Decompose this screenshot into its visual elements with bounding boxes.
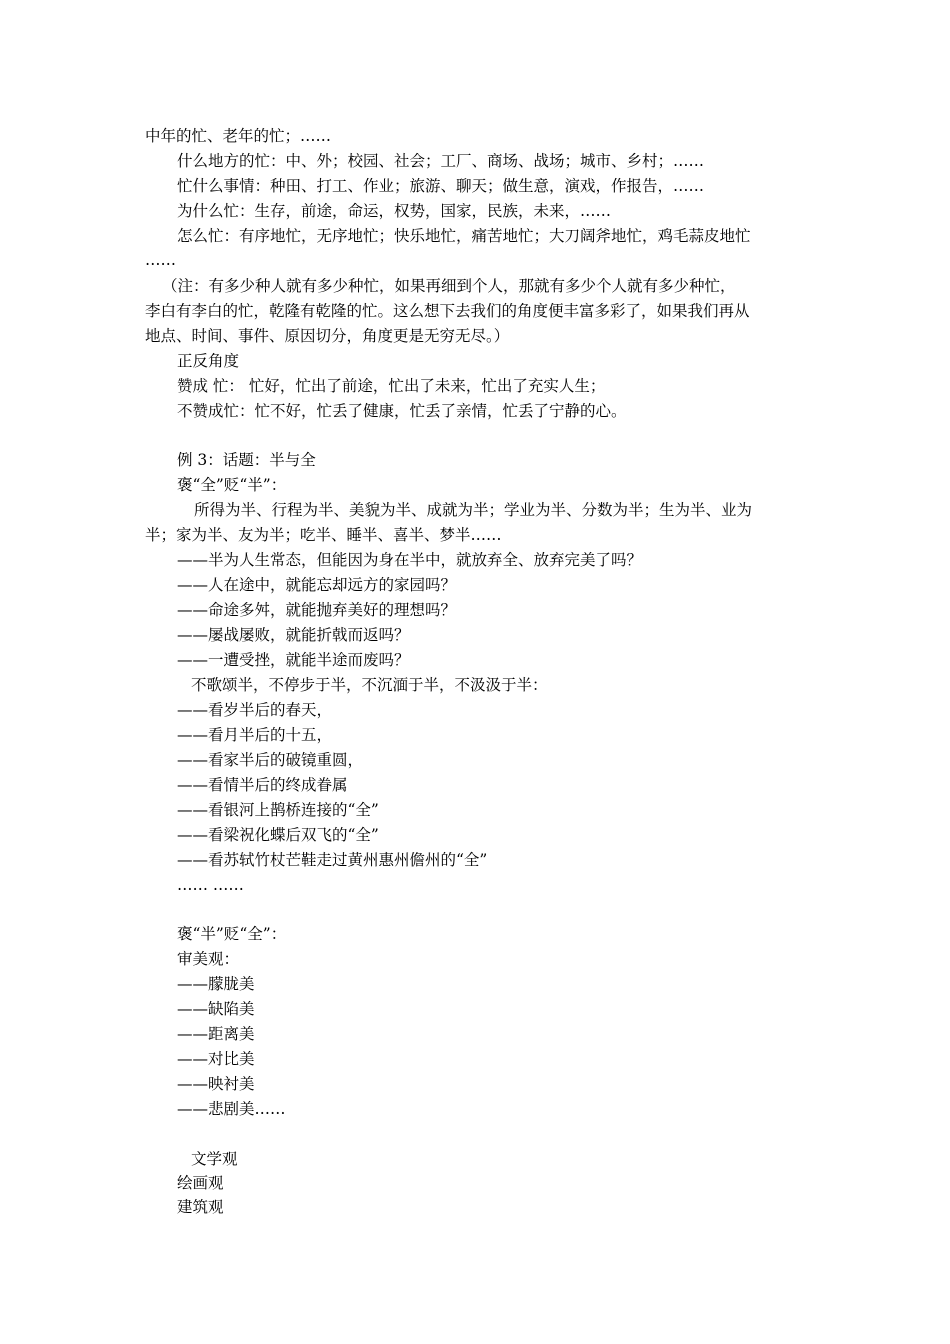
text-line: 忙什么事情：种田、打工、作业；旅游、聊天；做生意，演戏，作报告，…… bbox=[177, 177, 705, 195]
text-line: 绘画观 bbox=[177, 1174, 224, 1192]
text-line: 文学观 bbox=[191, 1150, 238, 1168]
text-line: 例 3：话题：半与全 bbox=[177, 451, 316, 469]
text-line: 怎么忙：有序地忙，无序地忙；快乐地忙，痛苦地忙；大刀阔斧地忙，鸡毛蒜皮地忙 bbox=[177, 227, 751, 245]
text-line: 赞成 忙： 忙好，忙出了前途，忙出了未来，忙出了充实人生； bbox=[177, 377, 606, 395]
text-line: 褒“全”贬“半”： bbox=[177, 476, 287, 494]
text-line: ——悲剧美…… bbox=[177, 1100, 286, 1118]
text-line: ——对比美 bbox=[177, 1050, 255, 1068]
text-line: 中年的忙、老年的忙；…… bbox=[145, 127, 332, 145]
text-line: 不歌颂半，不停步于半，不沉湎于半，不汲汲于半： bbox=[191, 676, 548, 694]
text-line: ——映衬美 bbox=[177, 1075, 255, 1093]
text-line: ——看情半后的终成眷属 bbox=[177, 776, 348, 794]
text-line: ——看苏轼竹杖芒鞋走过黄州惠州儋州的“全” bbox=[177, 851, 488, 869]
text-line: 建筑观 bbox=[177, 1198, 224, 1216]
text-line: ——屡战屡败，就能折戟而返吗？ bbox=[177, 626, 410, 644]
text-line: （注：有多少种人就有多少种忙，如果再细到个人，那就有多少个人就有多少种忙， bbox=[162, 277, 736, 295]
text-line: 审美观： bbox=[177, 950, 240, 968]
text-line: 不赞成忙：忙不好，忙丢了健康，忙丢了亲情，忙丢了宁静的心。 bbox=[177, 402, 627, 420]
text-line: ——看月半后的十五， bbox=[177, 726, 333, 744]
text-line: ——半为人生常态，但能因为身在半中，就放弃全、放弃完美了吗？ bbox=[177, 551, 643, 569]
text-line: …… …… bbox=[177, 876, 244, 894]
text-line: ——看家半后的破镜重圆， bbox=[177, 751, 364, 769]
text-line: ——缺陷美 bbox=[177, 1000, 255, 1018]
text-line: …… bbox=[145, 251, 176, 269]
text-line: ——朦胧美 bbox=[177, 975, 255, 993]
text-line: ——人在途中，就能忘却远方的家园吗？ bbox=[177, 576, 457, 594]
text-line: 李白有李白的忙，乾隆有乾隆的忙。这么想下去我们的角度便丰富多彩了，如果我们再从 bbox=[145, 302, 750, 320]
text-line: 半；家为半、友为半；吃半、睡半、喜半、梦半…… bbox=[145, 526, 502, 544]
text-line: ——距离美 bbox=[177, 1025, 255, 1043]
text-line: 为什么忙：生存，前途，命运，权势，国家，民族，未来，…… bbox=[177, 202, 612, 220]
text-line: ——看梁祝化蝶后双飞的“全” bbox=[177, 826, 379, 844]
text-line: 褒“半”贬“全”： bbox=[177, 925, 287, 943]
text-line: 所得为半、行程为半、美貌为半、成就为半；学业为半、分数为半；生为半、业为 bbox=[194, 501, 753, 519]
text-line: ——看岁半后的春天， bbox=[177, 701, 333, 719]
text-line: ——看银河上鹊桥连接的“全” bbox=[177, 801, 379, 819]
text-line: ——一遭受挫，就能半途而废吗？ bbox=[177, 651, 410, 669]
text-line: 什么地方的忙：中、外；校园、社会；工厂、商场、战场；城市、乡村；…… bbox=[177, 152, 705, 170]
text-line: 地点、时间、事件、原因切分，角度更是无穷无尽。） bbox=[145, 327, 510, 345]
text-line: ——命途多舛，就能抛弃美好的理想吗？ bbox=[177, 601, 457, 619]
text-line: 正反角度 bbox=[177, 352, 240, 370]
